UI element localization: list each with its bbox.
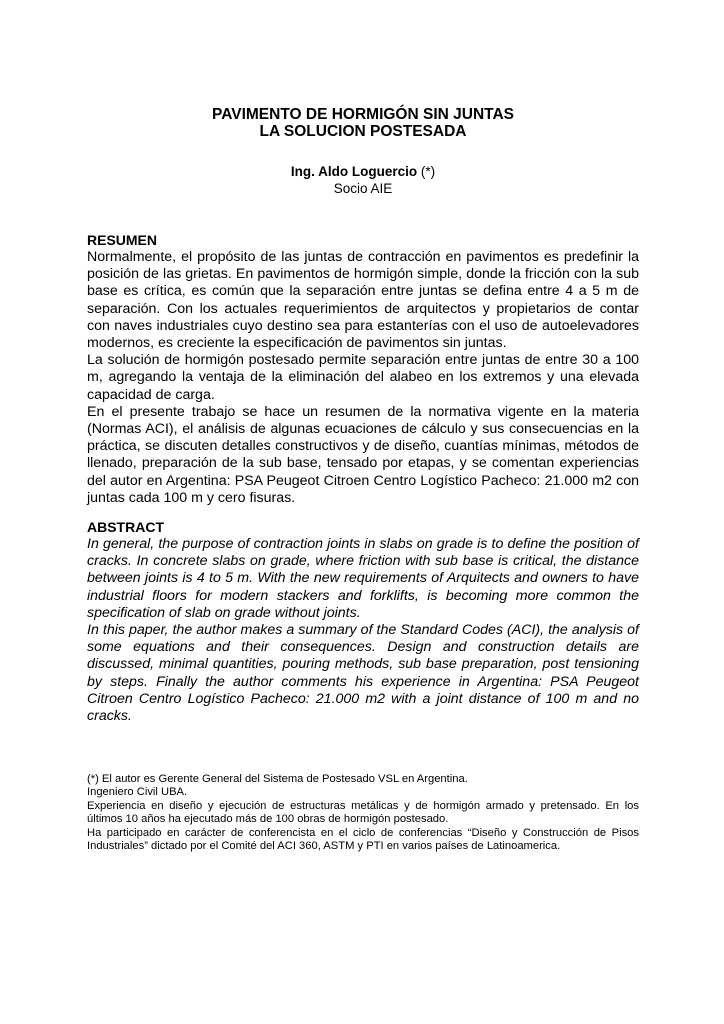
title-line-2: LA SOLUCION POSTESADA bbox=[259, 123, 467, 140]
title-line-1: PAVIMENTO DE HORMIGÓN SIN JUNTAS bbox=[212, 106, 514, 123]
resumen-paragraph-1: Normalmente, el propósito de las juntas de contracción en pavimentos es predefinir la posición de las grietas. En pavimentos de hormigón simple, donde la fricción con la sub base es crítica, es común que la separación entre juntas se defina entre 4 a 5 m de separación. Con los actuales requerimientos de arquitectos y propietarios de contar con naves industriales cuyo destino sea para estanterías con el uso de autoelevadores modernos, es creciente la especificación de pavimentos sin juntas. bbox=[87, 249, 639, 352]
resumen-paragraph-2: La solución de hormigón postesado permite separación entre juntas de entre 30 a 100 m, agregando la ventaja de la eliminación del alabeo en los extremos y una elevada capacidad de carga. bbox=[87, 352, 639, 403]
resumen-heading: RESUMEN bbox=[87, 232, 158, 248]
author-line bbox=[87, 163, 639, 180]
footnote bbox=[87, 773, 639, 853]
footnote-line-2: Ingeniero Civil UBA. bbox=[87, 786, 188, 799]
paper-title bbox=[87, 106, 639, 140]
author-footnote-mark: (*) bbox=[420, 164, 436, 179]
author-affiliation: Socio AIE bbox=[333, 181, 393, 196]
author-name: Ing. Aldo Loguercio bbox=[290, 164, 418, 179]
abstract-paragraph-2: In this paper, the author makes a summary of the Standard Codes (ACI), the analysis of some equations and their consequences. Design and construction details are discussed, minimal quantities, pouring methods, sub base preparation, post tensioning by steps. Finally the author comments his experience in Argentina: PSA Peugeot Citroen Centro Logístico Pacheco: 21.000 m2 with a joint distance of 100 m and no cracks. bbox=[87, 622, 639, 725]
footnote-line-3: Experiencia en diseño y ejecución de estructuras metálicas y de hormigón armado y pretensado. En los últimos 10 años ha ejecutado más de 100 obras de hormigón postesado. bbox=[87, 799, 639, 826]
resumen-section bbox=[87, 232, 639, 507]
footnote-line-4: Ha participado en carácter de conferencista en el ciclo de conferencias “Diseño y Construcción de Pisos Industriales” dictado por el Comité del ACI 360, ASTM y PTI en varios países de Latinoamerica. bbox=[87, 826, 639, 853]
abstract-heading: ABSTRACT bbox=[87, 519, 164, 535]
abstract-paragraph-1: In general, the purpose of contraction joints in slabs on grade is to define the position of cracks. In concrete slabs on grade, where friction with sub base is critical, the distance between joints is 4 to 5 m. With the new requirements of Arquitects and owners to have industrial floors for modern stackers and forklifts, is becoming more common the specification of slab on grade without joints. bbox=[87, 536, 639, 621]
author-block bbox=[87, 163, 639, 197]
footnote-line-1: (*) El autor es Gerente General del Sistema de Postesado VSL en Argentina. bbox=[87, 773, 468, 785]
resumen-paragraph-3: En el presente trabajo se hace un resumen de la normativa vigente en la materia (Normas ACI), el análisis de algunas ecuaciones de cálculo y sus consecuencias en la práctica, se discuten detalles constructivos y de diseño, cuantías mínimas, métodos de llenado, preparación de la sub base, tensado por etapas, y se comentan experiencias del autor en Argentina: PSA Peugeot Citroen Centro Logístico Pacheco: 21.000 m2 con juntas cada 100 m y cero fisuras. bbox=[87, 403, 639, 506]
abstract-section bbox=[87, 519, 639, 725]
